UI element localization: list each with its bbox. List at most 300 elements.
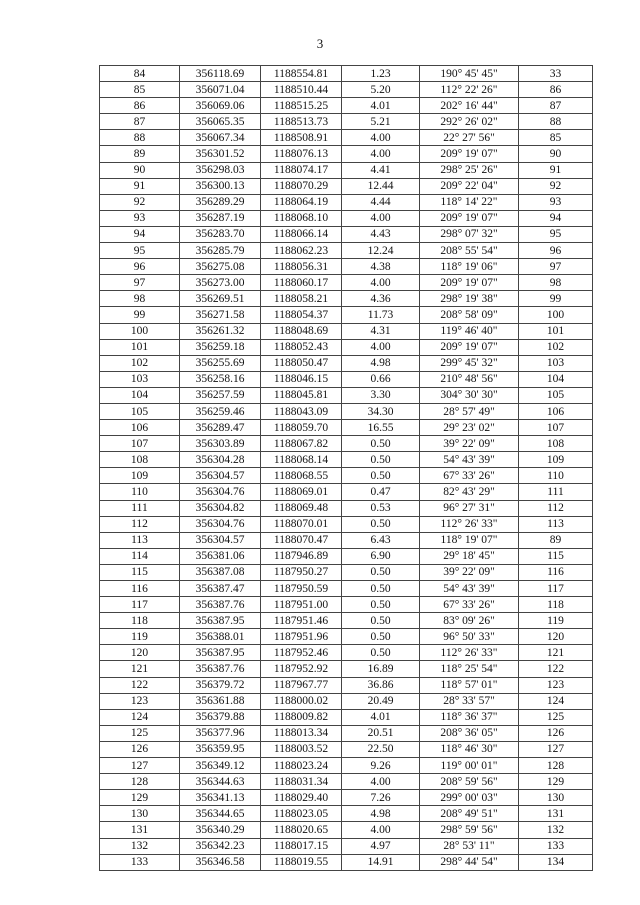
bearing-cell: 209° 19' 07" [420, 146, 519, 162]
point-number-cell: 104 [100, 387, 180, 403]
y-coordinate-cell: 1188510.44 [261, 82, 342, 98]
bearing-cell: 292° 26' 02" [420, 114, 519, 130]
table-row [100, 403, 593, 419]
distance-cell: 0.50 [342, 645, 420, 661]
table-row [100, 275, 593, 291]
distance-cell: 4.98 [342, 355, 420, 371]
point-number-cell: 112 [100, 516, 180, 532]
next-point-cell: 112 [519, 500, 593, 516]
next-point-cell: 132 [519, 822, 593, 838]
table-row [100, 452, 593, 468]
point-number-cell: 90 [100, 162, 180, 178]
bearing-cell: 29° 18' 45" [420, 548, 519, 564]
x-coordinate-cell: 356377.96 [180, 725, 261, 741]
next-point-cell: 87 [519, 98, 593, 114]
bearing-cell: 96° 50' 33" [420, 629, 519, 645]
y-coordinate-cell: 1188070.01 [261, 516, 342, 532]
point-number-cell: 133 [100, 854, 180, 870]
bearing-cell: 54° 43' 39" [420, 452, 519, 468]
next-point-cell: 117 [519, 581, 593, 597]
y-coordinate-cell: 1187946.89 [261, 548, 342, 564]
next-point-cell: 107 [519, 420, 593, 436]
next-point-cell: 131 [519, 806, 593, 822]
bearing-cell: 208° 59' 56" [420, 774, 519, 790]
next-point-cell: 124 [519, 693, 593, 709]
point-number-cell: 132 [100, 838, 180, 854]
next-point-cell: 119 [519, 613, 593, 629]
table-row [100, 162, 593, 178]
table-row [100, 790, 593, 806]
next-point-cell: 91 [519, 162, 593, 178]
x-coordinate-cell: 356381.06 [180, 548, 261, 564]
distance-cell: 4.98 [342, 806, 420, 822]
next-point-cell: 133 [519, 838, 593, 854]
y-coordinate-cell: 1188058.21 [261, 291, 342, 307]
distance-cell: 0.50 [342, 613, 420, 629]
next-point-cell: 118 [519, 597, 593, 613]
y-coordinate-cell: 1187952.92 [261, 661, 342, 677]
table-row [100, 130, 593, 146]
point-number-cell: 105 [100, 403, 180, 419]
x-coordinate-cell: 356304.76 [180, 484, 261, 500]
next-point-cell: 109 [519, 452, 593, 468]
point-number-cell: 109 [100, 468, 180, 484]
point-number-cell: 102 [100, 355, 180, 371]
next-point-cell: 95 [519, 226, 593, 242]
next-point-cell: 103 [519, 355, 593, 371]
distance-cell: 4.36 [342, 291, 420, 307]
table-row [100, 82, 593, 98]
table-row [100, 838, 593, 854]
bearing-cell: 190° 45' 45" [420, 66, 519, 82]
bearing-cell: 28° 53' 11" [420, 838, 519, 854]
bearing-cell: 298° 19' 38" [420, 291, 519, 307]
y-coordinate-cell: 1188070.47 [261, 532, 342, 548]
x-coordinate-cell: 356304.82 [180, 500, 261, 516]
y-coordinate-cell: 1188003.52 [261, 741, 342, 757]
x-coordinate-cell: 356067.34 [180, 130, 261, 146]
next-point-cell: 102 [519, 339, 593, 355]
point-number-cell: 124 [100, 709, 180, 725]
y-coordinate-cell: 1188066.14 [261, 226, 342, 242]
distance-cell: 7.26 [342, 790, 420, 806]
point-number-cell: 88 [100, 130, 180, 146]
distance-cell: 0.50 [342, 629, 420, 645]
x-coordinate-cell: 356298.03 [180, 162, 261, 178]
y-coordinate-cell: 1188054.37 [261, 307, 342, 323]
distance-cell: 0.50 [342, 581, 420, 597]
x-coordinate-cell: 356289.47 [180, 420, 261, 436]
table-row [100, 259, 593, 275]
point-number-cell: 94 [100, 226, 180, 242]
table-row [100, 243, 593, 259]
next-point-cell: 105 [519, 387, 593, 403]
next-point-cell: 92 [519, 178, 593, 194]
bearing-cell: 119° 00' 01" [420, 758, 519, 774]
table-row [100, 307, 593, 323]
x-coordinate-cell: 356071.04 [180, 82, 261, 98]
bearing-cell: 208° 36' 05" [420, 725, 519, 741]
distance-cell: 4.44 [342, 194, 420, 210]
point-number-cell: 128 [100, 774, 180, 790]
y-coordinate-cell: 1188013.34 [261, 725, 342, 741]
point-number-cell: 125 [100, 725, 180, 741]
distance-cell: 4.01 [342, 98, 420, 114]
table-row [100, 210, 593, 226]
next-point-cell: 122 [519, 661, 593, 677]
distance-cell: 4.01 [342, 709, 420, 725]
point-number-cell: 103 [100, 371, 180, 387]
y-coordinate-cell: 1188076.13 [261, 146, 342, 162]
next-point-cell: 93 [519, 194, 593, 210]
table-row [100, 822, 593, 838]
bearing-cell: 118° 57' 01" [420, 677, 519, 693]
distance-cell: 20.49 [342, 693, 420, 709]
bearing-cell: 96° 27' 31" [420, 500, 519, 516]
point-number-cell: 118 [100, 613, 180, 629]
bearing-cell: 82° 43' 29" [420, 484, 519, 500]
x-coordinate-cell: 356304.57 [180, 532, 261, 548]
x-coordinate-cell: 356261.32 [180, 323, 261, 339]
distance-cell: 0.50 [342, 564, 420, 580]
bearing-cell: 54° 43' 39" [420, 581, 519, 597]
next-point-cell: 116 [519, 564, 593, 580]
bearing-cell: 39° 22' 09" [420, 564, 519, 580]
next-point-cell: 127 [519, 741, 593, 757]
point-number-cell: 91 [100, 178, 180, 194]
x-coordinate-cell: 356289.29 [180, 194, 261, 210]
y-coordinate-cell: 1188064.19 [261, 194, 342, 210]
x-coordinate-cell: 356259.18 [180, 339, 261, 355]
table-row [100, 468, 593, 484]
distance-cell: 22.50 [342, 741, 420, 757]
page-number: 3 [316, 36, 324, 51]
table-row [100, 66, 593, 82]
bearing-cell: 304° 30' 30" [420, 387, 519, 403]
point-number-cell: 100 [100, 323, 180, 339]
table-row [100, 677, 593, 693]
next-point-cell: 110 [519, 468, 593, 484]
x-coordinate-cell: 356388.01 [180, 629, 261, 645]
point-number-cell: 101 [100, 339, 180, 355]
point-number-cell: 116 [100, 581, 180, 597]
distance-cell: 0.50 [342, 516, 420, 532]
y-coordinate-cell: 1188029.40 [261, 790, 342, 806]
distance-cell: 0.47 [342, 484, 420, 500]
y-coordinate-cell: 1188070.29 [261, 178, 342, 194]
bearing-cell: 22° 27' 56" [420, 130, 519, 146]
distance-cell: 0.66 [342, 371, 420, 387]
x-coordinate-cell: 356285.79 [180, 243, 261, 259]
next-point-cell: 96 [519, 243, 593, 259]
next-point-cell: 130 [519, 790, 593, 806]
y-coordinate-cell: 1188069.01 [261, 484, 342, 500]
distance-cell: 4.43 [342, 226, 420, 242]
y-coordinate-cell: 1188046.15 [261, 371, 342, 387]
next-point-cell: 86 [519, 82, 593, 98]
x-coordinate-cell: 356300.13 [180, 178, 261, 194]
distance-cell: 4.00 [342, 774, 420, 790]
bearing-cell: 209° 19' 07" [420, 275, 519, 291]
x-coordinate-cell: 356283.70 [180, 226, 261, 242]
y-coordinate-cell: 1188068.14 [261, 452, 342, 468]
y-coordinate-cell: 1188515.25 [261, 98, 342, 114]
bearing-cell: 210° 48' 56" [420, 371, 519, 387]
next-point-cell: 85 [519, 130, 593, 146]
next-point-cell: 33 [519, 66, 593, 82]
distance-cell: 4.00 [342, 339, 420, 355]
x-coordinate-cell: 356349.12 [180, 758, 261, 774]
next-point-cell: 126 [519, 725, 593, 741]
point-number-cell: 92 [100, 194, 180, 210]
x-coordinate-cell: 356387.76 [180, 597, 261, 613]
x-coordinate-cell: 356304.28 [180, 452, 261, 468]
next-point-cell: 94 [519, 210, 593, 226]
bearing-cell: 118° 46' 30" [420, 741, 519, 757]
bearing-cell: 118° 19' 07" [420, 532, 519, 548]
distance-cell: 3.30 [342, 387, 420, 403]
point-number-cell: 106 [100, 420, 180, 436]
table-row [100, 709, 593, 725]
point-number-cell: 110 [100, 484, 180, 500]
y-coordinate-cell: 1187951.96 [261, 629, 342, 645]
distance-cell: 6.43 [342, 532, 420, 548]
x-coordinate-cell: 356344.63 [180, 774, 261, 790]
y-coordinate-cell: 1188060.17 [261, 275, 342, 291]
table-row [100, 854, 593, 870]
next-point-cell: 97 [519, 259, 593, 275]
table-row [100, 661, 593, 677]
x-coordinate-cell: 356255.69 [180, 355, 261, 371]
bearing-cell: 299° 00' 03" [420, 790, 519, 806]
bearing-cell: 118° 36' 37" [420, 709, 519, 725]
table-row [100, 613, 593, 629]
y-coordinate-cell: 1187952.46 [261, 645, 342, 661]
table-row [100, 98, 593, 114]
bearing-cell: 299° 45' 32" [420, 355, 519, 371]
bearing-cell: 208° 49' 51" [420, 806, 519, 822]
next-point-cell: 128 [519, 758, 593, 774]
distance-cell: 4.97 [342, 838, 420, 854]
x-coordinate-cell: 356269.51 [180, 291, 261, 307]
y-coordinate-cell: 1188056.31 [261, 259, 342, 275]
y-coordinate-cell: 1188020.65 [261, 822, 342, 838]
table-row [100, 146, 593, 162]
point-number-cell: 89 [100, 146, 180, 162]
x-coordinate-cell: 356387.95 [180, 645, 261, 661]
table-row [100, 323, 593, 339]
next-point-cell: 104 [519, 371, 593, 387]
y-coordinate-cell: 1188023.24 [261, 758, 342, 774]
y-coordinate-cell: 1188043.09 [261, 403, 342, 419]
distance-cell: 0.50 [342, 436, 420, 452]
next-point-cell: 121 [519, 645, 593, 661]
bearing-cell: 118° 19' 06" [420, 259, 519, 275]
bearing-cell: 208° 58' 09" [420, 307, 519, 323]
point-number-cell: 95 [100, 243, 180, 259]
x-coordinate-cell: 356346.58 [180, 854, 261, 870]
table-row [100, 693, 593, 709]
distance-cell: 4.38 [342, 259, 420, 275]
x-coordinate-cell: 356387.47 [180, 581, 261, 597]
x-coordinate-cell: 356359.95 [180, 741, 261, 757]
distance-cell: 34.30 [342, 403, 420, 419]
point-number-cell: 130 [100, 806, 180, 822]
coordinates-table [99, 65, 593, 871]
x-coordinate-cell: 356287.19 [180, 210, 261, 226]
y-coordinate-cell: 1188023.05 [261, 806, 342, 822]
distance-cell: 4.00 [342, 275, 420, 291]
x-coordinate-cell: 356342.23 [180, 838, 261, 854]
next-point-cell: 100 [519, 307, 593, 323]
distance-cell: 5.21 [342, 114, 420, 130]
distance-cell: 12.24 [342, 243, 420, 259]
y-coordinate-cell: 1188508.91 [261, 130, 342, 146]
y-coordinate-cell: 1188068.55 [261, 468, 342, 484]
bearing-cell: 298° 07' 32" [420, 226, 519, 242]
distance-cell: 0.53 [342, 500, 420, 516]
table-row [100, 436, 593, 452]
x-coordinate-cell: 356303.89 [180, 436, 261, 452]
x-coordinate-cell: 356340.29 [180, 822, 261, 838]
table-row [100, 774, 593, 790]
table-row [100, 484, 593, 500]
distance-cell: 4.00 [342, 822, 420, 838]
x-coordinate-cell: 356344.65 [180, 806, 261, 822]
next-point-cell: 113 [519, 516, 593, 532]
table-body [100, 66, 593, 871]
table-row [100, 645, 593, 661]
x-coordinate-cell: 356387.08 [180, 564, 261, 580]
next-point-cell: 101 [519, 323, 593, 339]
distance-cell: 6.90 [342, 548, 420, 564]
x-coordinate-cell: 356304.57 [180, 468, 261, 484]
point-number-cell: 120 [100, 645, 180, 661]
point-number-cell: 121 [100, 661, 180, 677]
point-number-cell: 114 [100, 548, 180, 564]
table-row [100, 629, 593, 645]
bearing-cell: 209° 19' 07" [420, 339, 519, 355]
x-coordinate-cell: 356118.69 [180, 66, 261, 82]
point-number-cell: 127 [100, 758, 180, 774]
x-coordinate-cell: 356379.72 [180, 677, 261, 693]
bearing-cell: 28° 57' 49" [420, 403, 519, 419]
table-row [100, 291, 593, 307]
point-number-cell: 117 [100, 597, 180, 613]
next-point-cell: 111 [519, 484, 593, 500]
x-coordinate-cell: 356069.06 [180, 98, 261, 114]
y-coordinate-cell: 1188067.82 [261, 436, 342, 452]
next-point-cell: 89 [519, 532, 593, 548]
point-number-cell: 97 [100, 275, 180, 291]
x-coordinate-cell: 356273.00 [180, 275, 261, 291]
table-row [100, 226, 593, 242]
table-row [100, 597, 593, 613]
x-coordinate-cell: 356259.46 [180, 403, 261, 419]
next-point-cell: 129 [519, 774, 593, 790]
point-number-cell: 126 [100, 741, 180, 757]
bearing-cell: 298° 59' 56" [420, 822, 519, 838]
y-coordinate-cell: 1188050.47 [261, 355, 342, 371]
distance-cell: 4.41 [342, 162, 420, 178]
point-number-cell: 119 [100, 629, 180, 645]
table-row [100, 741, 593, 757]
x-coordinate-cell: 356065.35 [180, 114, 261, 130]
y-coordinate-cell: 1188017.15 [261, 838, 342, 854]
y-coordinate-cell: 1187967.77 [261, 677, 342, 693]
bearing-cell: 119° 46' 40" [420, 323, 519, 339]
point-number-cell: 113 [100, 532, 180, 548]
bearing-cell: 202° 16' 44" [420, 98, 519, 114]
distance-cell: 16.89 [342, 661, 420, 677]
point-number-cell: 131 [100, 822, 180, 838]
bearing-cell: 118° 25' 54" [420, 661, 519, 677]
bearing-cell: 112° 26' 33" [420, 516, 519, 532]
table-row [100, 355, 593, 371]
next-point-cell: 123 [519, 677, 593, 693]
bearing-cell: 208° 55' 54" [420, 243, 519, 259]
table-row [100, 532, 593, 548]
point-number-cell: 129 [100, 790, 180, 806]
next-point-cell: 106 [519, 403, 593, 419]
distance-cell: 16.55 [342, 420, 420, 436]
distance-cell: 4.00 [342, 210, 420, 226]
bearing-cell: 67° 33' 26" [420, 468, 519, 484]
table-row [100, 500, 593, 516]
y-coordinate-cell: 1187950.59 [261, 581, 342, 597]
y-coordinate-cell: 1187950.27 [261, 564, 342, 580]
table-row [100, 387, 593, 403]
next-point-cell: 120 [519, 629, 593, 645]
point-number-cell: 99 [100, 307, 180, 323]
distance-cell: 0.50 [342, 597, 420, 613]
y-coordinate-cell: 1188074.17 [261, 162, 342, 178]
next-point-cell: 134 [519, 854, 593, 870]
table-row [100, 725, 593, 741]
bearing-cell: 118° 14' 22" [420, 194, 519, 210]
distance-cell: 12.44 [342, 178, 420, 194]
point-number-cell: 86 [100, 98, 180, 114]
y-coordinate-cell: 1188031.34 [261, 774, 342, 790]
bearing-cell: 112° 22' 26" [420, 82, 519, 98]
next-point-cell: 99 [519, 291, 593, 307]
bearing-cell: 83° 09' 26" [420, 613, 519, 629]
table-row [100, 420, 593, 436]
point-number-cell: 115 [100, 564, 180, 580]
distance-cell: 14.91 [342, 854, 420, 870]
y-coordinate-cell: 1188062.23 [261, 243, 342, 259]
next-point-cell: 88 [519, 114, 593, 130]
point-number-cell: 107 [100, 436, 180, 452]
point-number-cell: 84 [100, 66, 180, 82]
bearing-cell: 112° 26' 33" [420, 645, 519, 661]
distance-cell: 0.50 [342, 468, 420, 484]
bearing-cell: 67° 33' 26" [420, 597, 519, 613]
point-number-cell: 111 [100, 500, 180, 516]
point-number-cell: 85 [100, 82, 180, 98]
table-row [100, 339, 593, 355]
point-number-cell: 108 [100, 452, 180, 468]
x-coordinate-cell: 356257.59 [180, 387, 261, 403]
table-row [100, 194, 593, 210]
distance-cell: 9.26 [342, 758, 420, 774]
x-coordinate-cell: 356379.88 [180, 709, 261, 725]
y-coordinate-cell: 1187951.00 [261, 597, 342, 613]
table-row [100, 581, 593, 597]
bearing-cell: 209° 19' 07" [420, 210, 519, 226]
x-coordinate-cell: 356301.52 [180, 146, 261, 162]
distance-cell: 0.50 [342, 452, 420, 468]
